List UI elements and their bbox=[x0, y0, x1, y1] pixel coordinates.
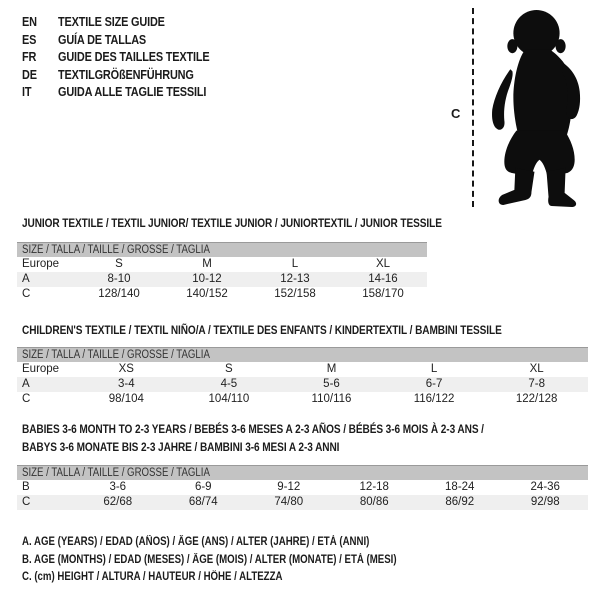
height-measure-label: C bbox=[451, 106, 461, 121]
height-cell: 122/128 bbox=[515, 393, 558, 405]
height-cell: 152/158 bbox=[274, 288, 316, 300]
size-cell: S bbox=[225, 363, 233, 375]
months-cell: 12-18 bbox=[359, 481, 389, 493]
size-header-bar: SIZE / TALLA / TAILLE / GRÖSSE / TAGLIA bbox=[17, 242, 427, 257]
size-header-bar: SIZE / TALLA / TAILLE / GRÖSSE / TAGLIA bbox=[17, 465, 588, 480]
footnote-age-months: B. AGE (MONTHS) / EDAD (MESES) / ÂGE (MOIS) / ALTER (MONATE) / ETÀ (MESI) bbox=[22, 553, 397, 566]
age-cell: 7-8 bbox=[528, 378, 545, 390]
months-cell: 24-36 bbox=[530, 481, 560, 493]
age-cell: 10-12 bbox=[192, 273, 222, 285]
months-cell: 18-24 bbox=[445, 481, 475, 493]
table-row-age bbox=[17, 272, 427, 287]
size-cell: L bbox=[291, 258, 299, 270]
footnote-age-years: A. AGE (YEARS) / EDAD (AÑOS) / ÂGE (ANS) / ALTER (JAHRE) / ETÀ (ANNI) bbox=[22, 536, 370, 548]
footnote-height: C. (cm) HEIGHT / ALTURA / HAUTEUR / HÖHE / ALTEZZA bbox=[22, 571, 283, 583]
row-label: C bbox=[22, 393, 31, 405]
age-cell: 8-10 bbox=[107, 273, 131, 285]
language-title: TEXTILGRÖßENFÜHRUNG bbox=[58, 66, 194, 82]
table-row-months bbox=[17, 480, 588, 495]
row-label: B bbox=[22, 481, 30, 493]
age-cell: 12-13 bbox=[280, 273, 310, 285]
height-cell: 158/170 bbox=[362, 288, 404, 300]
row-label: Europe bbox=[22, 258, 60, 270]
table-row-height bbox=[17, 392, 588, 407]
height-cell: 68/74 bbox=[188, 496, 218, 508]
baby-silhouette-icon bbox=[487, 9, 592, 210]
size-cell: L bbox=[430, 363, 438, 375]
language-list bbox=[22, 13, 238, 101]
table-row-europe bbox=[17, 257, 427, 272]
height-cell: 110/116 bbox=[311, 393, 352, 405]
size-cell: M bbox=[326, 363, 337, 375]
months-cell: 6-9 bbox=[194, 481, 212, 493]
language-code: EN bbox=[22, 14, 37, 30]
height-cell: 92/98 bbox=[530, 496, 560, 508]
language-title: GUÍA DE TALLAS bbox=[58, 31, 147, 47]
language-title: TEXTILE SIZE GUIDE bbox=[58, 14, 165, 30]
row-label: A bbox=[22, 273, 30, 285]
babies-table-title: BABIES 3-6 MONTH TO 2-3 YEARS / BEBÉS 3-6 MESES A 2-3 AÑOS / BÉBÉS 3-6 MOIS À 2-3 ANS / BABYS 3-6 MONATE BIS 2-3 JAHRE / BAMBINI 3-6 MESI A 2-3 ANNI bbox=[22, 422, 484, 454]
height-cell: 98/104 bbox=[108, 393, 144, 405]
height-cell: 62/68 bbox=[103, 496, 133, 508]
language-row-en bbox=[22, 13, 238, 31]
language-code: FR bbox=[22, 49, 37, 65]
table-row-height bbox=[17, 287, 427, 302]
months-cell: 3-6 bbox=[109, 481, 127, 493]
height-cell: 104/110 bbox=[208, 393, 250, 405]
babies-size-table bbox=[17, 465, 588, 510]
height-cell: 74/80 bbox=[274, 496, 304, 508]
language-row-es bbox=[22, 31, 238, 49]
size-cell: M bbox=[202, 258, 212, 270]
height-cell: 128/140 bbox=[98, 288, 140, 300]
language-row-it bbox=[22, 83, 238, 101]
language-code: DE bbox=[22, 66, 37, 82]
junior-size-table bbox=[17, 242, 427, 302]
age-cell: 14-16 bbox=[368, 273, 398, 285]
language-row-fr bbox=[22, 48, 238, 66]
size-cell: XL bbox=[375, 258, 391, 270]
height-cell: 140/152 bbox=[186, 288, 228, 300]
language-code: IT bbox=[22, 84, 32, 100]
table-row-europe bbox=[17, 362, 588, 377]
row-label: A bbox=[22, 378, 30, 390]
table-row-height bbox=[17, 495, 588, 510]
size-cell: S bbox=[115, 258, 123, 270]
height-cell: 116/122 bbox=[413, 393, 455, 405]
size-header-bar: SIZE / TALLA / TAILLE / GRÖSSE / TAGLIA bbox=[17, 347, 588, 362]
children-size-table bbox=[17, 347, 588, 407]
size-cell: XL bbox=[529, 363, 544, 375]
language-row-de bbox=[22, 66, 238, 84]
children-table-title: CHILDREN'S TEXTILE / TEXTIL NIÑO/A / TEXTILE DES ENFANTS / KINDERTEXTIL / BAMBINI TESSILE bbox=[22, 323, 502, 337]
language-title: GUIDE DES TAILLES TEXTILE bbox=[58, 49, 210, 65]
junior-table-title: JUNIOR TEXTILE / TEXTIL JUNIOR/ TEXTILE JUNIOR / JUNIORTEXTIL / JUNIOR TESSILE bbox=[22, 216, 442, 230]
row-label: C bbox=[22, 288, 31, 300]
height-cell: 86/92 bbox=[445, 496, 475, 508]
age-cell: 6-7 bbox=[425, 378, 443, 390]
table-row-age bbox=[17, 377, 588, 392]
months-cell: 9-12 bbox=[277, 481, 301, 493]
language-code: ES bbox=[22, 31, 37, 47]
height-cell: 80/86 bbox=[359, 496, 389, 508]
age-cell: 3-4 bbox=[117, 378, 135, 390]
row-label: C bbox=[22, 496, 31, 508]
legend-footnotes bbox=[22, 534, 468, 587]
age-cell: 4-5 bbox=[220, 378, 238, 390]
size-cell: XS bbox=[118, 363, 134, 375]
language-title: GUIDA ALLE TAGLIE TESSILI bbox=[58, 84, 207, 100]
age-cell: 5-6 bbox=[323, 378, 340, 390]
height-measure-dashed-line bbox=[472, 8, 474, 207]
row-label: Europe bbox=[22, 363, 60, 375]
